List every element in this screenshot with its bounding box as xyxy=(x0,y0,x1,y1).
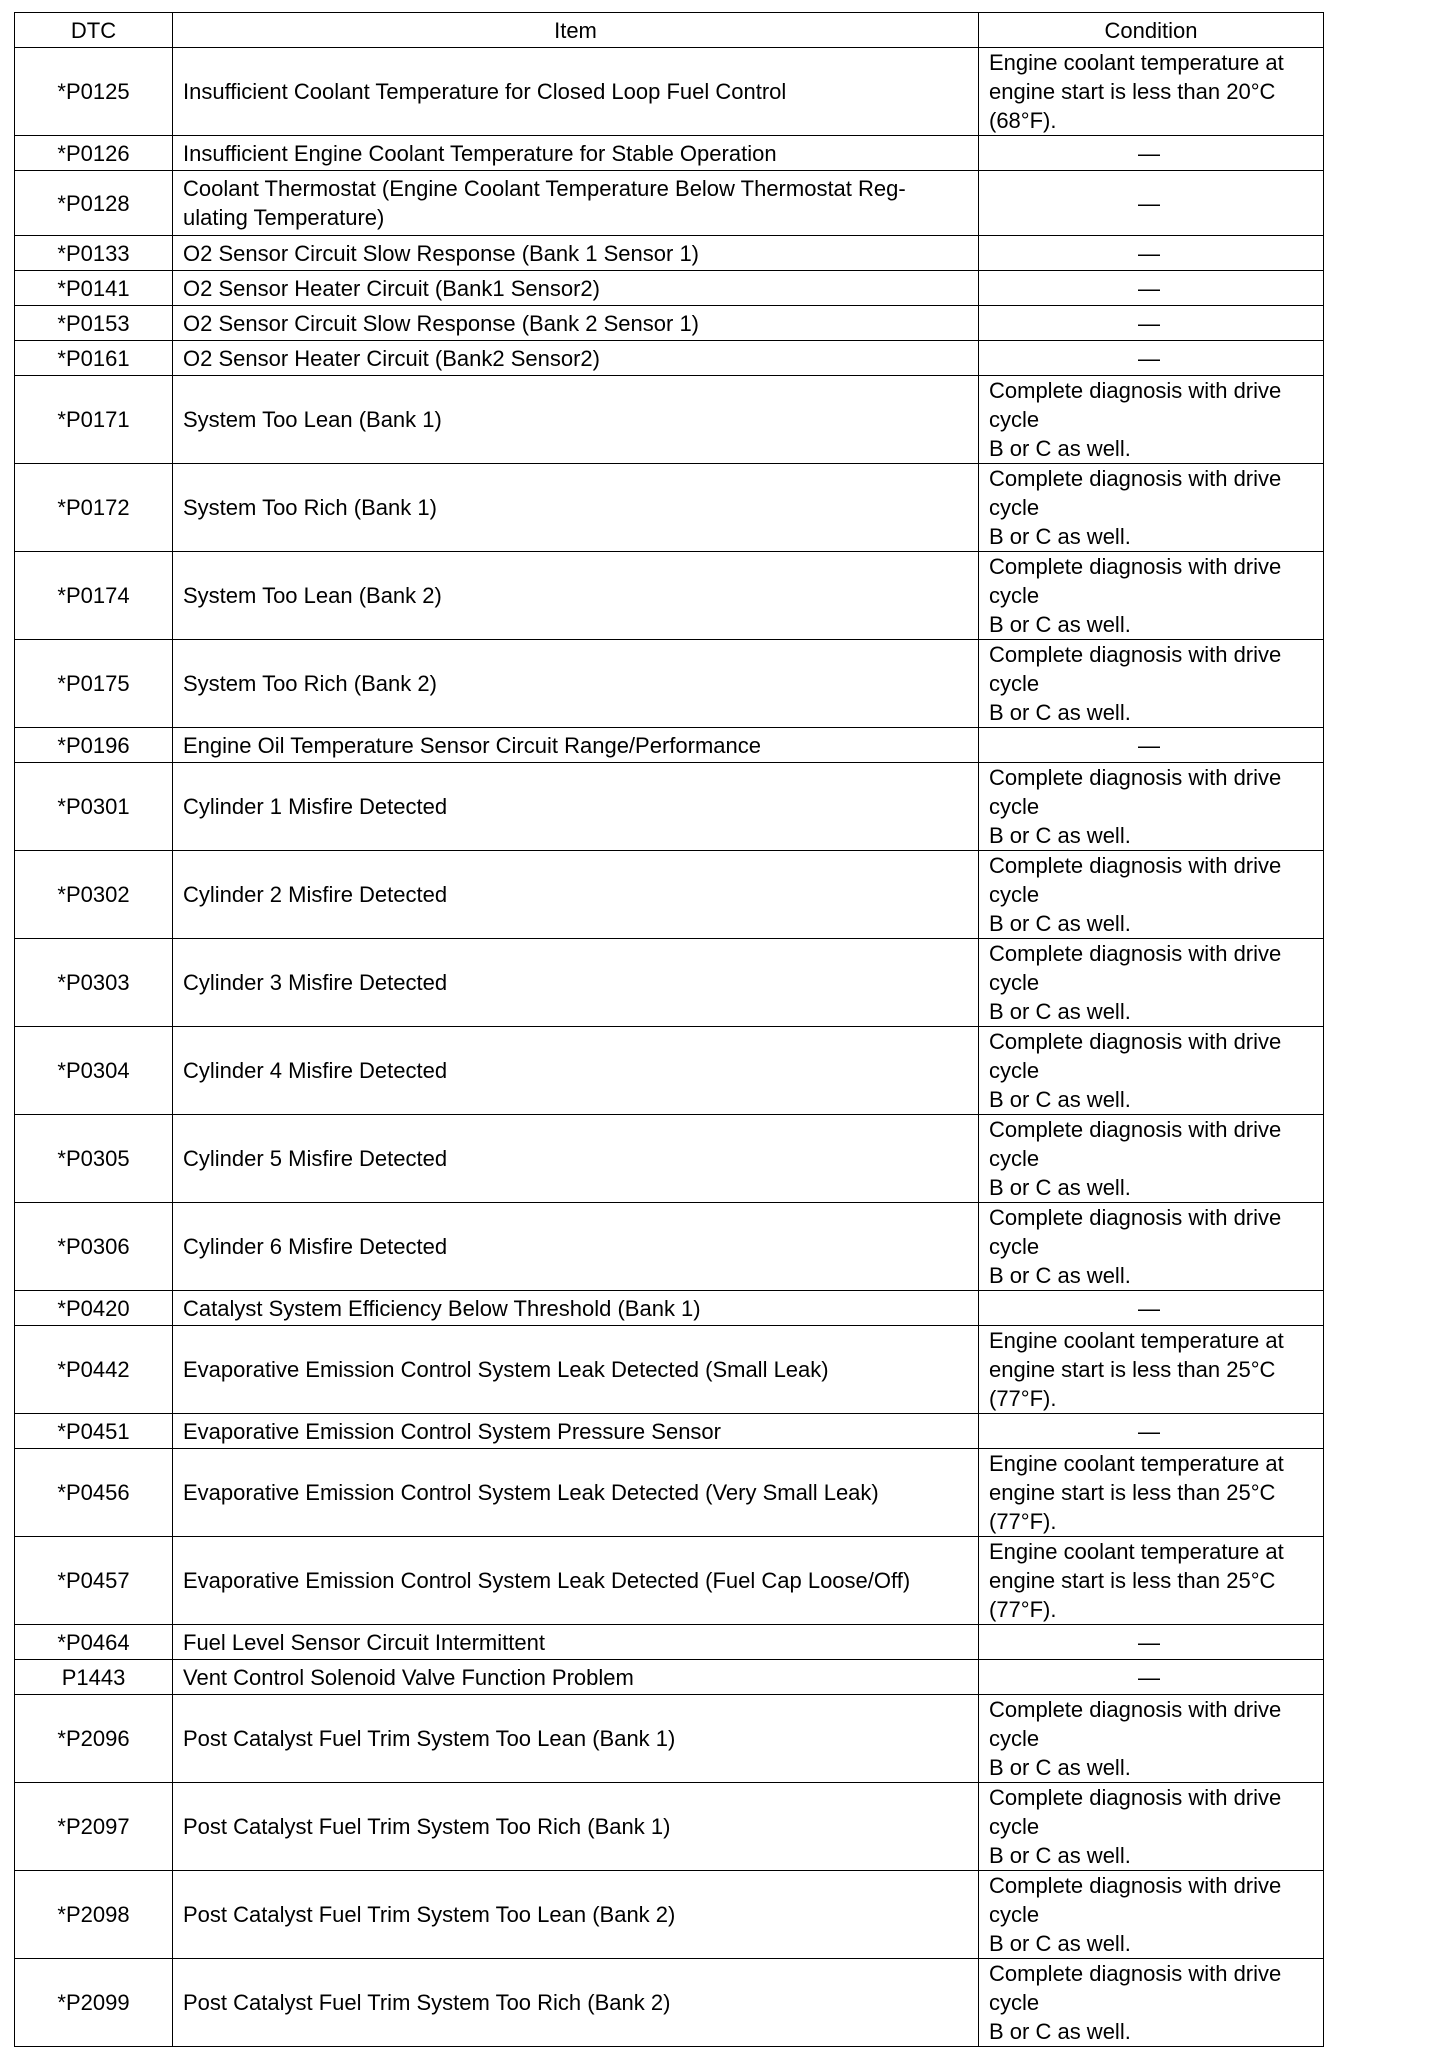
dtc-item: Insufficient Engine Coolant Temperature for Stable Operation xyxy=(173,136,979,171)
dtc-code: *P0133 xyxy=(15,236,173,271)
dtc-code: *P2099 xyxy=(15,1959,173,2047)
dtc-item: Post Catalyst Fuel Trim System Too Rich (Bank 2) xyxy=(173,1959,979,2047)
dtc-code: *P0153 xyxy=(15,306,173,341)
dtc-condition: Complete diagnosis with drive cycle B or C as well. xyxy=(979,376,1324,464)
condition-none: — xyxy=(979,1414,1324,1449)
dtc-item: Evaporative Emission Control System Pressure Sensor xyxy=(173,1414,979,1449)
header-item: Item xyxy=(173,13,979,48)
dtc-condition: Engine coolant temperature at engine start is less than 25°C (77°F). xyxy=(979,1449,1324,1537)
dtc-code: *P2097 xyxy=(15,1783,173,1871)
dtc-code: *P0304 xyxy=(15,1027,173,1115)
dtc-item: Evaporative Emission Control System Leak Detected (Very Small Leak) xyxy=(173,1449,979,1537)
dtc-condition: Engine coolant temperature at engine start is less than 25°C (77°F). xyxy=(979,1326,1324,1414)
dtc-condition: Complete diagnosis with drive cycle B or C as well. xyxy=(979,763,1324,851)
dtc-code: *P0301 xyxy=(15,763,173,851)
table-row xyxy=(15,1414,1324,1449)
dtc-condition: Engine coolant temperature at engine start is less than 20°C (68°F). xyxy=(979,48,1324,136)
dtc-code: *P0161 xyxy=(15,341,173,376)
dtc-item: Cylinder 2 Misfire Detected xyxy=(173,851,979,939)
table-row xyxy=(15,306,1324,341)
header-row xyxy=(15,13,1324,48)
dtc-code: *P0125 xyxy=(15,48,173,136)
dtc-code: *P0175 xyxy=(15,640,173,728)
table-row xyxy=(15,1660,1324,1695)
dtc-item: Cylinder 3 Misfire Detected xyxy=(173,939,979,1027)
dtc-item: System Too Lean (Bank 2) xyxy=(173,552,979,640)
condition-none: — xyxy=(979,171,1324,236)
table-row xyxy=(15,640,1324,728)
table-row xyxy=(15,271,1324,306)
dtc-item: Cylinder 5 Misfire Detected xyxy=(173,1115,979,1203)
table-row xyxy=(15,1115,1324,1203)
dtc-item: System Too Lean (Bank 1) xyxy=(173,376,979,464)
condition-none: — xyxy=(979,306,1324,341)
dtc-item: Vent Control Solenoid Valve Function Problem xyxy=(173,1660,979,1695)
dtc-condition: Complete diagnosis with drive cycle B or C as well. xyxy=(979,851,1324,939)
dtc-item: Post Catalyst Fuel Trim System Too Lean (Bank 2) xyxy=(173,1871,979,1959)
dtc-condition: Complete diagnosis with drive cycle B or C as well. xyxy=(979,1115,1324,1203)
dtc-code: *P0442 xyxy=(15,1326,173,1414)
dtc-condition: Complete diagnosis with drive cycle B or C as well. xyxy=(979,939,1324,1027)
table-row xyxy=(15,1537,1324,1625)
dtc-item: Evaporative Emission Control System Leak Detected (Fuel Cap Loose/Off) xyxy=(173,1537,979,1625)
dtc-condition: Engine coolant temperature at engine start is less than 25°C (77°F). xyxy=(979,1537,1324,1625)
dtc-item: Insufficient Coolant Temperature for Closed Loop Fuel Control xyxy=(173,48,979,136)
dtc-code: *P0305 xyxy=(15,1115,173,1203)
condition-none: — xyxy=(979,341,1324,376)
table-row xyxy=(15,236,1324,271)
dtc-item: O2 Sensor Circuit Slow Response (Bank 1 Sensor 1) xyxy=(173,236,979,271)
condition-none: — xyxy=(979,271,1324,306)
dtc-item: O2 Sensor Circuit Slow Response (Bank 2 Sensor 1) xyxy=(173,306,979,341)
dtc-item: Cylinder 1 Misfire Detected xyxy=(173,763,979,851)
dtc-code: *P0464 xyxy=(15,1625,173,1660)
condition-none: — xyxy=(979,728,1324,763)
dtc-table xyxy=(14,12,1324,2047)
table-row xyxy=(15,728,1324,763)
dtc-code: *P2096 xyxy=(15,1695,173,1783)
dtc-code: *P0306 xyxy=(15,1203,173,1291)
dtc-condition: Complete diagnosis with drive cycle B or C as well. xyxy=(979,640,1324,728)
condition-none: — xyxy=(979,1660,1324,1695)
dtc-condition: Complete diagnosis with drive cycle B or C as well. xyxy=(979,464,1324,552)
table-row xyxy=(15,1959,1324,2047)
dtc-item: Post Catalyst Fuel Trim System Too Lean (Bank 1) xyxy=(173,1695,979,1783)
table-row xyxy=(15,376,1324,464)
table-row xyxy=(15,1695,1324,1783)
dtc-item: Cylinder 4 Misfire Detected xyxy=(173,1027,979,1115)
dtc-item: Engine Oil Temperature Sensor Circuit Range/Performance xyxy=(173,728,979,763)
table-row xyxy=(15,464,1324,552)
dtc-item: Coolant Thermostat (Engine Coolant Temperature Below Thermostat Reg- ulating Temperature) xyxy=(173,171,979,236)
table-row xyxy=(15,939,1324,1027)
dtc-code: *P0174 xyxy=(15,552,173,640)
dtc-code: *P0172 xyxy=(15,464,173,552)
dtc-condition: Complete diagnosis with drive cycle B or C as well. xyxy=(979,1695,1324,1783)
dtc-condition: Complete diagnosis with drive cycle B or C as well. xyxy=(979,1959,1324,2047)
dtc-item: Evaporative Emission Control System Leak Detected (Small Leak) xyxy=(173,1326,979,1414)
dtc-item: Post Catalyst Fuel Trim System Too Rich (Bank 1) xyxy=(173,1783,979,1871)
header-condition: Condition xyxy=(979,13,1324,48)
dtc-code: *P0303 xyxy=(15,939,173,1027)
condition-none: — xyxy=(979,136,1324,171)
dtc-code: *P0451 xyxy=(15,1414,173,1449)
dtc-item: Catalyst System Efficiency Below Threshold (Bank 1) xyxy=(173,1291,979,1326)
dtc-condition: Complete diagnosis with drive cycle B or C as well. xyxy=(979,552,1324,640)
dtc-code: *P0196 xyxy=(15,728,173,763)
dtc-item: System Too Rich (Bank 2) xyxy=(173,640,979,728)
table-row xyxy=(15,1449,1324,1537)
dtc-code: *P2098 xyxy=(15,1871,173,1959)
dtc-code: *P0128 xyxy=(15,171,173,236)
dtc-item: Cylinder 6 Misfire Detected xyxy=(173,1203,979,1291)
dtc-code: *P0126 xyxy=(15,136,173,171)
dtc-condition: Complete diagnosis with drive cycle B or C as well. xyxy=(979,1203,1324,1291)
table-row xyxy=(15,48,1324,136)
table-row xyxy=(15,763,1324,851)
dtc-code: *P0457 xyxy=(15,1537,173,1625)
dtc-code: *P0141 xyxy=(15,271,173,306)
table-row xyxy=(15,1027,1324,1115)
dtc-code: *P0302 xyxy=(15,851,173,939)
dtc-code: P1443 xyxy=(15,1660,173,1695)
condition-none: — xyxy=(979,236,1324,271)
dtc-item: Fuel Level Sensor Circuit Intermittent xyxy=(173,1625,979,1660)
condition-none: — xyxy=(979,1291,1324,1326)
condition-none: — xyxy=(979,1625,1324,1660)
dtc-item: O2 Sensor Heater Circuit (Bank2 Sensor2) xyxy=(173,341,979,376)
dtc-code: *P0456 xyxy=(15,1449,173,1537)
dtc-code: *P0420 xyxy=(15,1291,173,1326)
table-row xyxy=(15,1203,1324,1291)
table-row xyxy=(15,1291,1324,1326)
table-row xyxy=(15,552,1324,640)
table-row xyxy=(15,171,1324,236)
table-row xyxy=(15,1783,1324,1871)
dtc-item: System Too Rich (Bank 1) xyxy=(173,464,979,552)
table-row xyxy=(15,341,1324,376)
table-row xyxy=(15,851,1324,939)
dtc-item: O2 Sensor Heater Circuit (Bank1 Sensor2) xyxy=(173,271,979,306)
dtc-condition: Complete diagnosis with drive cycle B or C as well. xyxy=(979,1027,1324,1115)
header-dtc: DTC xyxy=(15,13,173,48)
dtc-condition: Complete diagnosis with drive cycle B or C as well. xyxy=(979,1783,1324,1871)
table-header xyxy=(15,13,1324,48)
dtc-condition: Complete diagnosis with drive cycle B or C as well. xyxy=(979,1871,1324,1959)
table-body xyxy=(15,48,1324,2047)
table-row xyxy=(15,1326,1324,1414)
table-row xyxy=(15,1871,1324,1959)
dtc-code: *P0171 xyxy=(15,376,173,464)
table-row xyxy=(15,136,1324,171)
table-row xyxy=(15,1625,1324,1660)
